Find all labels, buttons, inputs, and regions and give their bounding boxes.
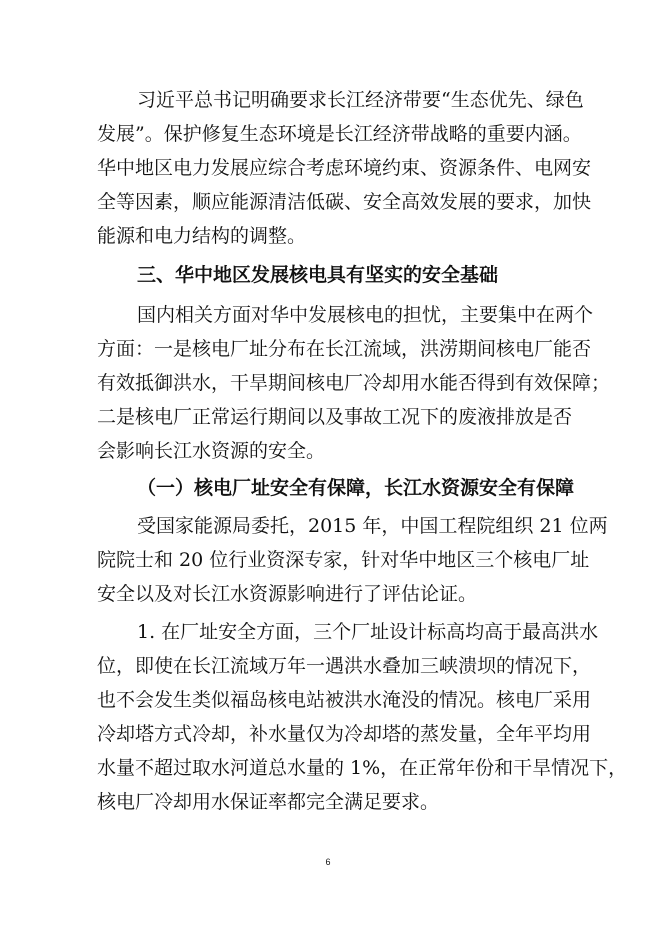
paragraph-1-line-3: 华中地区电力发展应综合考虑环境约束、资源条件、电网安 (97, 157, 592, 179)
paragraph-4-line-6: 核电厂冷却用水保证率都完全满足要求。 (97, 791, 440, 813)
paragraph-2-line-1: 国内相关方面对华中发展核电的担忧，主要集中在两个 (137, 304, 594, 326)
paragraph-2-line-2: 方面：一是核电厂址分布在长江流域，洪涝期间核电厂能否 (97, 338, 592, 360)
paragraph-2-line-5: 会影响长江水资源的安全。 (97, 440, 326, 462)
paragraph-3-line-3: 安全以及对长江水资源影响进行了评估论证。 (97, 583, 478, 605)
paragraph-4-line-2: 位，即使在长江流域万年一遇洪水叠加三峡溃坝的情况下， (97, 655, 592, 677)
paragraph-1-line-1: 习近平总书记明确要求长江经济带要“生态优先、绿色 (137, 89, 584, 111)
page-number: 6 (325, 857, 331, 867)
subsection-heading-one: （一）核电厂址安全有保障，长江水资源安全有保障 (137, 477, 575, 499)
paragraph-2-line-4: 二是核电厂正常运行期间以及事故工况下的废液排放是否 (97, 406, 573, 428)
section-heading-three: 三、华中地区发展核电具有坚实的安全基础 (137, 264, 499, 286)
paragraph-3-line-1: 受国家能源局委托，2015 年，中国工程院组织 21 位两 (137, 515, 608, 537)
paragraph-2-line-3: 有效抵御洪水，干旱期间核电厂冷却用水能否得到有效保障； (97, 372, 611, 394)
paragraph-4-line-1: 1. 在厂址安全方面，三个厂址设计标高均高于最高洪水 (137, 621, 599, 643)
paragraph-1-line-4: 全等因素，顺应能源清洁低碳、安全高效发展的要求，加快 (97, 191, 592, 213)
paragraph-4-line-5: 水量不超过取水河道总水量的 1%，在正常年份和干旱情况下， (97, 757, 628, 779)
paragraph-3-line-2: 院院士和 20 位行业资深专家，针对华中地区三个核电厂址 (97, 549, 590, 571)
paragraph-4-line-4: 冷却塔方式冷却，补水量仅为冷却塔的蒸发量，全年平均用 (97, 723, 592, 745)
paragraph-4-line-3: 也不会发生类似福岛核电站被洪水淹没的情况。核电厂采用 (97, 689, 592, 711)
paragraph-1-line-5: 能源和电力结构的调整。 (97, 225, 307, 247)
paragraph-1-line-2: 发展”。保护修复生态环境是长江经济带战略的重要内涵。 (97, 123, 582, 145)
